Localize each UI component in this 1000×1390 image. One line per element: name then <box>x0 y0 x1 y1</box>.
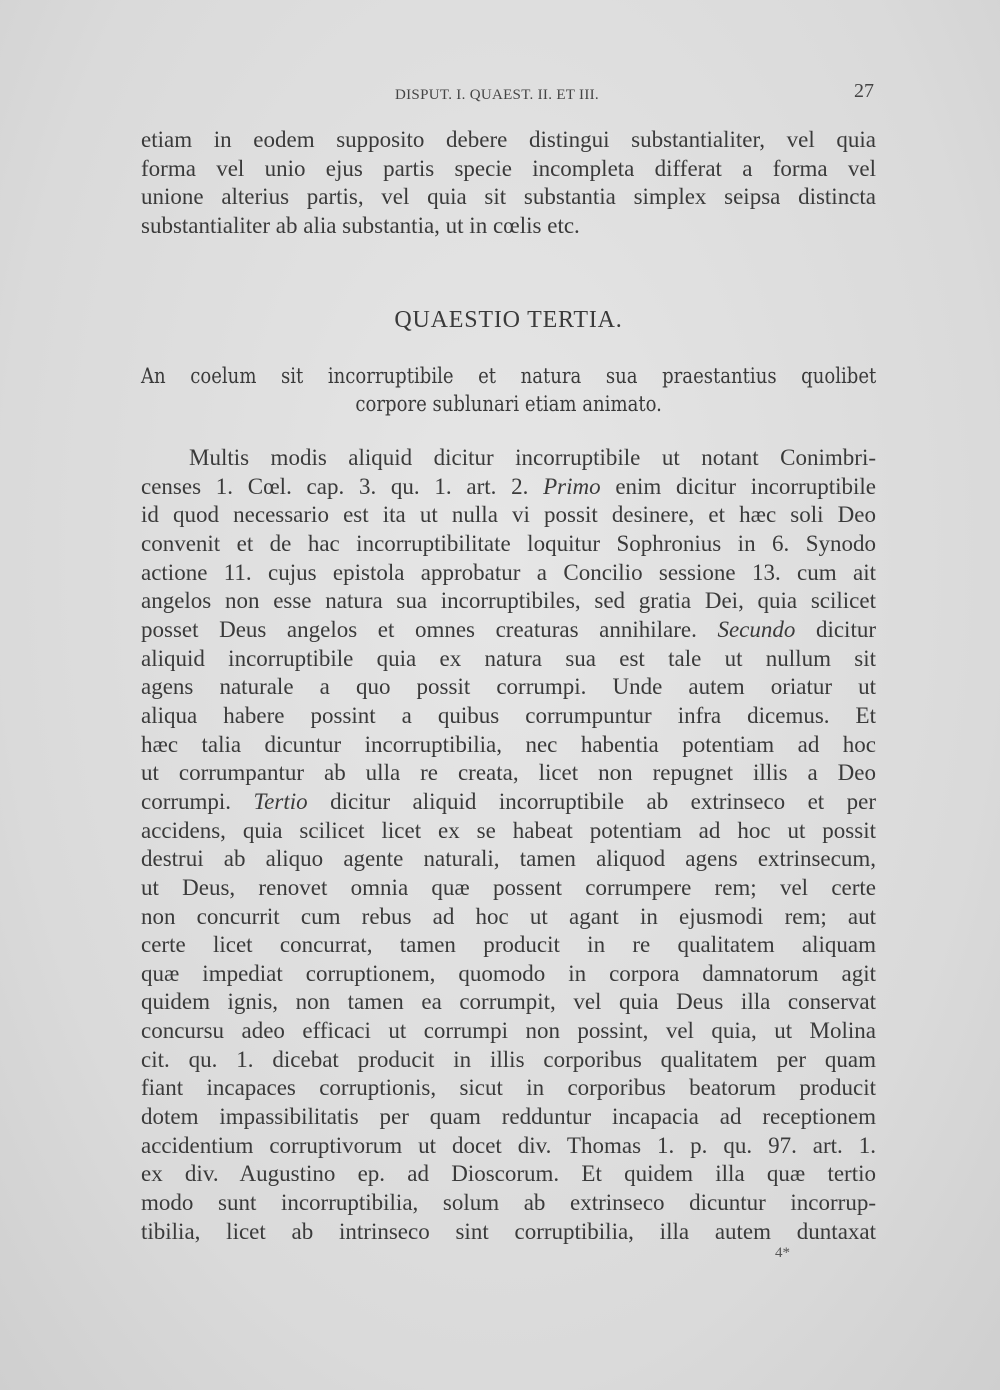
text-line: aliquid incorruptibile quia ex natura sua est tale ut nullum sit <box>141 645 876 671</box>
text-line: forma vel unio ejus partis specie incompleta differat a forma vel <box>141 155 876 181</box>
italic-term: Tertio <box>253 788 308 814</box>
text-line <box>141 788 876 817</box>
running-head: DISPUT. I. QUAEST. II. ET III. <box>395 87 599 103</box>
section-title: QUAESTIO TERTIA. <box>394 307 623 333</box>
text-line: aliqua habere possint a quibus corrumpuntur infra dicemus. Et <box>141 702 876 728</box>
text-line: ex div. Augustino ep. ad Dioscorum. Et quidem illa quæ tertio <box>141 1161 876 1187</box>
subtitle-line: corpore sublunari etiam animato. <box>355 392 662 416</box>
text-line: id quod necessario est ita ut nulla vi possit desinere, et hæc soli Deo <box>141 502 876 528</box>
text-line: angelos non esse natura sua incorruptibiles, sed gratia Dei, quia scilicet <box>141 588 876 614</box>
text-line: substantialiter ab alia substantia, ut in cœlis etc. <box>141 212 580 238</box>
text-line: quidem ignis, non tamen ea corrumpit, vel quia Deus illa conservat <box>141 989 876 1015</box>
text-line: concursu adeo efficaci ut corrumpi non possint, vel quia, ut Molina <box>141 1018 876 1044</box>
text-line: non concurrit cum rebus ad hoc ut agant in ejusmodi rem; aut <box>141 903 876 929</box>
text-line: certe licet concurrat, tamen producit in re qualitatem aliquam <box>141 932 876 958</box>
text-run: dicitur aliquid incorruptibile ab extrinseco et per <box>307 788 876 814</box>
text-line: accidentium corruptivorum ut docet div. Thomas 1. p. qu. 97. art. 1. <box>141 1132 876 1158</box>
signature-mark: 4* <box>775 1245 790 1261</box>
text-line: fiant incapaces corruptionis, sicut in corporibus beatorum producit <box>141 1075 876 1101</box>
text-line: unione alterius partis, vel quia sit substantia simplex seipsa distincta <box>141 184 876 210</box>
text-line: ut corrumpantur ab ulla re creata, licet non repugnet illis a Deo <box>141 760 876 786</box>
text-line: modo sunt incorruptibilia, solum ab extrinseco dicuntur incorrup- <box>141 1190 876 1216</box>
italic-term: Primo <box>543 473 601 499</box>
text-line: agens naturale a quo possit corrumpi. Unde autem oriatur ut <box>141 674 876 700</box>
text-line: actione 11. cujus epistola approbatur a Concilio sessione 13. cum ait <box>141 559 876 585</box>
paragraph-main <box>141 444 876 1246</box>
text-line: destrui ab aliquo agente naturali, tamen aliquod agens extrinsecum, <box>141 846 876 872</box>
text-line: hæc talia dicuntur incorruptibilia, nec habentia potentiam ad hoc <box>141 731 876 757</box>
paragraph-continuation <box>141 126 876 241</box>
text-line: cit. qu. 1. dicebat producit in illis corporibus qualitatem per quam <box>141 1046 876 1072</box>
section-subtitle <box>141 362 877 418</box>
text-line: tibilia, licet ab intrinseco sint corruptibilia, illa autem duntaxat <box>141 1218 876 1244</box>
text-run: enim dicitur incorruptibile <box>600 473 876 499</box>
text-run: posset Deus angelos et omnes creaturas annihilare. <box>141 616 718 642</box>
page-number: 27 <box>854 80 874 102</box>
text-line: quæ impediat corruptionem, quomodo in corpora damnatorum agit <box>141 960 876 986</box>
text-run: dicitur <box>795 616 876 642</box>
text-line <box>141 473 876 502</box>
text-line: accidens, quia scilicet licet ex se habeat potentiam ad hoc ut possit <box>141 817 876 843</box>
italic-term: Secundo <box>717 616 796 642</box>
subtitle-line: An coelum sit incorruptibile et natura sua praestantius quolibet <box>141 364 877 388</box>
text-line: convenit et de hac incorruptibilitate loquitur Sophronius in 6. Synodo <box>141 530 876 556</box>
text-run: censes 1. Cœl. cap. 3. qu. 1. art. 2. <box>141 473 544 499</box>
text-line: Multis modis aliquid dicitur incorruptibile ut notant Conimbri- <box>189 445 876 470</box>
text-line: ut Deus, renovet omnia quæ possent corrumpere rem; vel certe <box>141 874 876 900</box>
text-line: dotem impassibilitatis per quam redduntur incapacia ad receptionem <box>141 1104 876 1130</box>
text-line: etiam in eodem supposito debere distingui substantialiter, vel quia <box>141 127 876 152</box>
text-line <box>141 616 876 645</box>
text-run: corrumpi. <box>141 788 254 814</box>
